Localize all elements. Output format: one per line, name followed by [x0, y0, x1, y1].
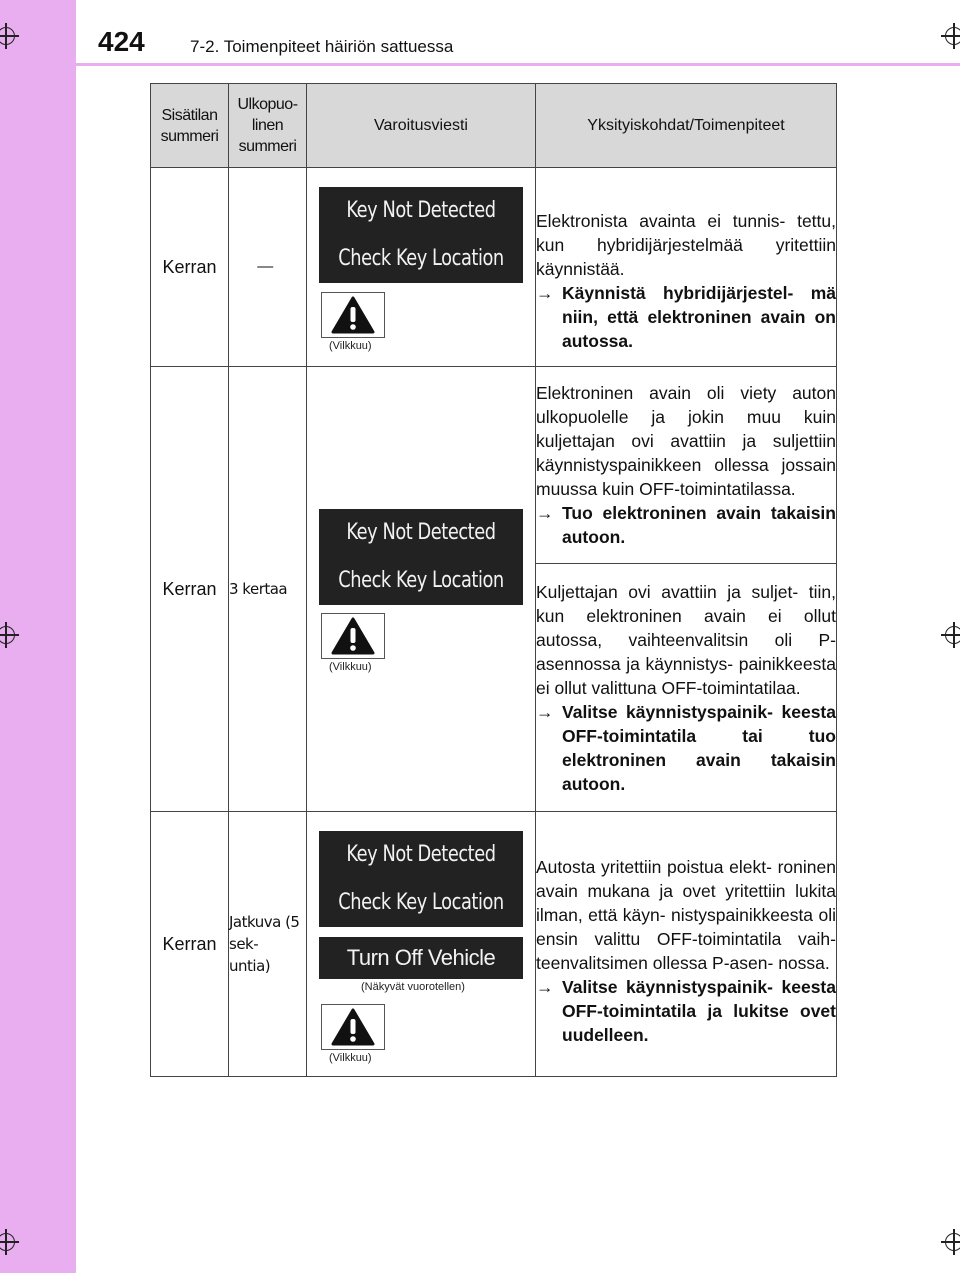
warning-triangle-icon [331, 1008, 375, 1046]
registration-mark-icon [0, 1229, 19, 1255]
display-line: Check Key Location [338, 890, 504, 915]
action-text: Valitse käynnistyspainik- keesta OFF-toimintatila tai tuo elektroninen avain takaisin autoon. [562, 701, 836, 794]
warning-table [150, 83, 837, 1077]
registration-mark-icon [941, 1229, 960, 1255]
details-cell [536, 812, 837, 1077]
arrow-icon: → [536, 701, 554, 722]
blinking-caption: (Vilkkuu) [329, 340, 372, 352]
outer-buzzer-cell: Jatkuva (5 sek- untia) [229, 812, 307, 1077]
action-step [536, 501, 836, 549]
header-outer-buzzer: Ulkopuo- linen summeri [229, 84, 307, 168]
registration-mark-icon [0, 622, 19, 648]
inner-buzzer-cell: Kerran [151, 812, 229, 1077]
table-row [151, 168, 837, 367]
action-text: Tuo elektroninen avain takaisin autoon. [562, 503, 836, 547]
header-details: Yksityiskohdat/Toimenpiteet [536, 84, 837, 168]
header-inner-buzzer: Sisätilan summeri [151, 84, 229, 168]
blinking-caption: (Vilkkuu) [329, 1052, 372, 1064]
details-cell [536, 367, 837, 564]
header-warning-message: Varoitusviesti [307, 84, 536, 168]
action-step [536, 975, 836, 1047]
warning-triangle-icon [331, 617, 375, 655]
outer-buzzer-value: — [257, 258, 273, 275]
action-text: Valitse käynnistyspainik- keesta OFF-toimintatila ja lukitse ovet uudelleen. [562, 977, 836, 1045]
registration-mark-icon [941, 23, 960, 49]
details-cell [536, 564, 837, 812]
blinking-caption: (Vilkkuu) [329, 661, 372, 673]
display-line: Key Not Detected [346, 198, 496, 223]
page-number: 424 [98, 26, 145, 57]
action-text: Käynnistä hybridijärjestel- mä niin, että elektroninen avain on autossa. [562, 283, 836, 351]
warning-message-cell [307, 812, 536, 1077]
action-step [536, 281, 836, 353]
warning-icon-box [321, 1004, 385, 1050]
registration-mark-icon [0, 23, 19, 49]
outer-buzzer-cell: 3 kertaa [229, 367, 307, 812]
details-text: Kuljettajan ovi avattiin ja suljet- tiin, kun elektroninen avain ei ollut autossa, vaihteenvalitsin oli P-asennossa ja käynnistys- painikkeesta ei ollut valittuna OFF-toimintatilaa. [536, 581, 836, 698]
alternating-caption: (Näkyvät vuorotellen) [361, 981, 465, 993]
warning-icon-box [321, 613, 385, 659]
header-rule [76, 63, 960, 66]
details-text: Autosta yritettiin poistua elekt- roninen avain mukana ja ovet yritettiin lukita ilman, että käyn- nistyspainikkeesta oli ensin valittu OFF-toimintatila vaih- teenvalitsimen ollessa P-asen- nossa. [536, 857, 836, 973]
action-step [536, 700, 836, 796]
display-message-turn-off: Turn Off Vehicle [319, 937, 523, 979]
inner-buzzer-cell: Kerran [151, 367, 229, 812]
warning-message-cell [307, 367, 536, 812]
table-header-row [151, 84, 837, 168]
display-line: Key Not Detected [346, 842, 496, 867]
arrow-icon: → [536, 503, 554, 523]
inner-buzzer-cell: Kerran [151, 168, 229, 367]
warning-triangle-icon [331, 296, 375, 334]
display-message [319, 831, 523, 927]
details-cell [536, 168, 837, 367]
section-title: 7-2. Toimenpiteet häiriön sattuessa [190, 37, 454, 56]
table-row [151, 812, 837, 1077]
arrow-icon: → [536, 283, 554, 303]
outer-buzzer-cell [229, 168, 307, 367]
details-text: Elektroninen avain oli viety auton ulkopuolelle ja jokin muu kuin kuljettajan ovi avattiin ja suljettiin käynnistyspainikkeen ollessa jossain muussa kuin OFF-toimintatilassa. [536, 383, 836, 499]
display-line: Check Key Location [338, 246, 504, 271]
display-message [319, 187, 523, 283]
registration-mark-icon [941, 622, 960, 648]
table-row [151, 367, 837, 564]
display-line: Key Not Detected [346, 520, 496, 545]
details-text: Elektronista avainta ei tunnis- tettu, kun hybridijärjestelmää yritettiin käynnistää. [536, 211, 836, 279]
display-message [319, 509, 523, 605]
warning-icon-box [321, 292, 385, 338]
display-line: Check Key Location [338, 568, 504, 593]
warning-message-cell [307, 168, 536, 367]
arrow-icon: → [536, 977, 554, 997]
